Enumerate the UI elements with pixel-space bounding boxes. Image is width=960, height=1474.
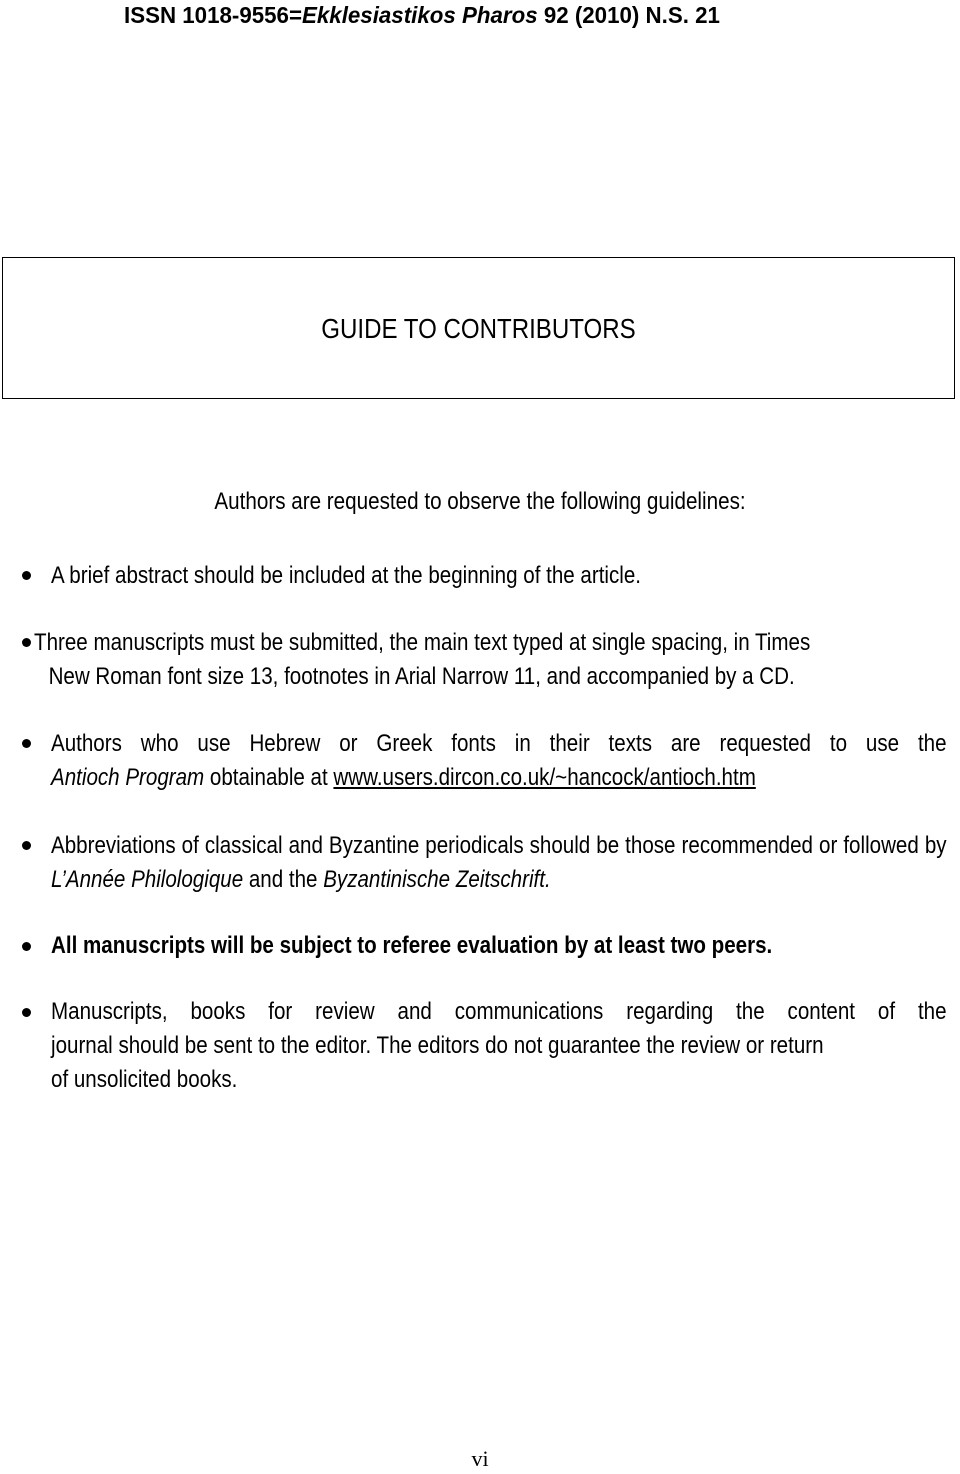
list-item-abstract xyxy=(51,559,947,593)
item-text-line: journal should be sent to the editor. The editors do not guarantee the review or return xyxy=(51,1032,824,1059)
intro-text: Authors are requested to observe the following guidelines: xyxy=(214,488,746,515)
item-text: Abbreviations of classical and Byzantine periodicals should be those recommended or followed by xyxy=(51,832,947,859)
work-title: L’Année Philologique xyxy=(51,866,244,893)
item-text-line: Three manuscripts must be submitted, the main text typed at single spacing, in Times xyxy=(34,629,811,656)
bullet-icon xyxy=(22,638,31,647)
title-box xyxy=(2,257,955,399)
item-text-line: New Roman font size 13, footnotes in Arial Narrow 11, and accompanied by a CD. xyxy=(48,663,795,690)
work-title: Byzantinische Zeitschrift. xyxy=(323,866,551,893)
bullet-icon xyxy=(22,841,31,850)
item-text: obtainable at xyxy=(204,764,334,791)
list-item-editor xyxy=(51,995,947,1097)
item-text: A brief abstract should be included at the beginning of the article. xyxy=(51,562,642,589)
antioch-link[interactable]: www.users.dircon.co.uk/~hancock/antioch.htm xyxy=(333,764,756,791)
page-number: vi xyxy=(471,1446,489,1471)
item-text-line: of unsolicited books. xyxy=(51,1066,238,1093)
bullet-icon xyxy=(22,739,31,748)
journal-header xyxy=(124,2,720,29)
bullet-icon xyxy=(22,571,31,580)
list-item-manuscripts xyxy=(34,626,947,694)
page-title: GUIDE TO CONTRIBUTORS xyxy=(321,313,636,344)
item-text-line: Manuscripts, books for review and communications regarding the content of the xyxy=(51,998,947,1025)
list-item-referee xyxy=(51,929,947,963)
program-name: Antioch Program xyxy=(51,764,205,791)
item-text: All manuscripts will be subject to referee evaluation by at least two peers. xyxy=(51,932,773,959)
item-text-line xyxy=(51,761,947,795)
issue-label: 92 (2010) N.S. 21 xyxy=(537,2,720,28)
issn-label: ISSN 1018-9556= xyxy=(124,2,302,28)
journal-name: Ekklesiastikos Pharos xyxy=(301,2,538,28)
bullet-icon xyxy=(22,1008,31,1017)
list-item-fonts xyxy=(51,727,947,795)
item-text-line: Authors who use Hebrew or Greek fonts in their texts are requested to use the xyxy=(51,730,947,757)
bullet-icon xyxy=(22,942,31,951)
item-text: and the xyxy=(243,866,324,893)
list-item-abbreviations xyxy=(51,829,947,897)
